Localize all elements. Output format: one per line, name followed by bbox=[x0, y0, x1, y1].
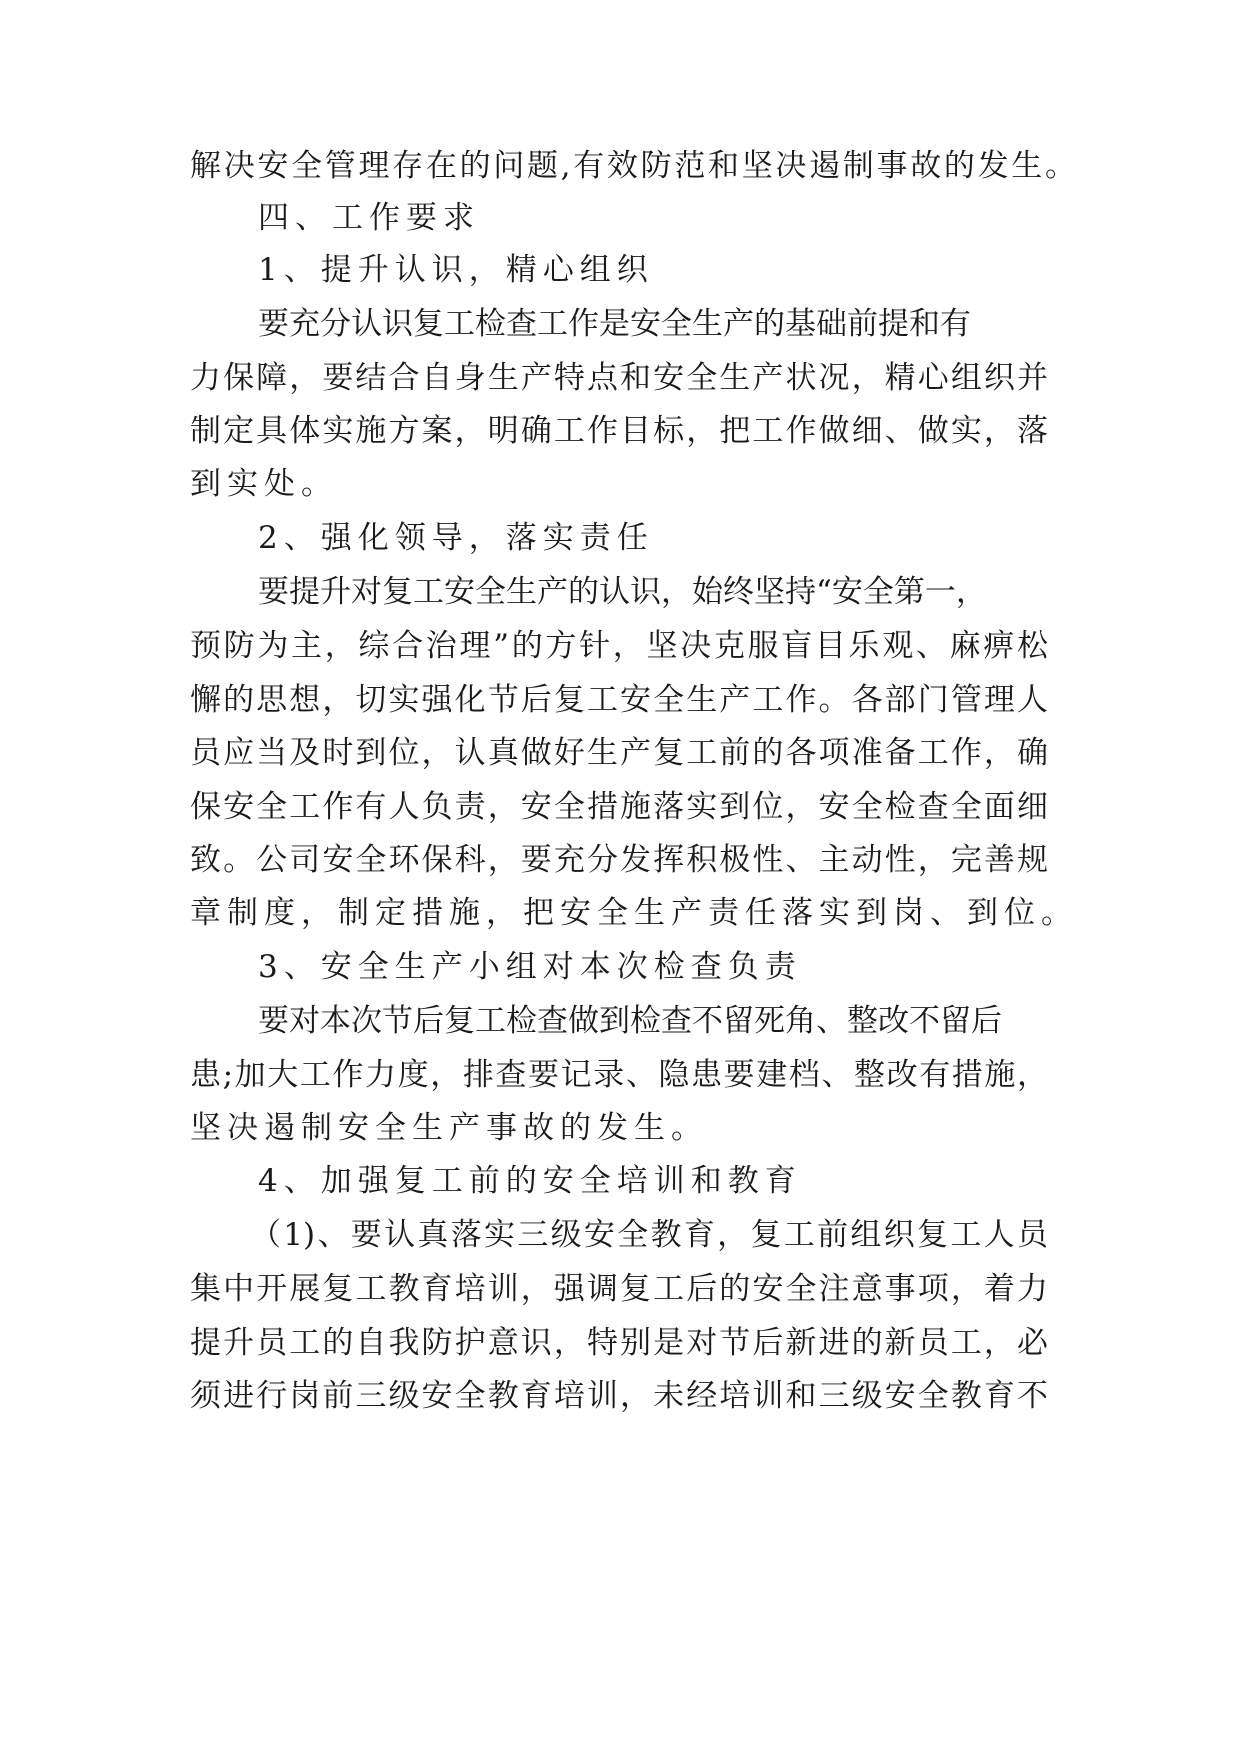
paragraph-line: 要充分认识复工检查工作是安全生产的基础前提和有 bbox=[258, 306, 971, 342]
paragraph-line: 预防为主，综合治理”的方针，坚决克服盲目乐观、麻痹松 bbox=[190, 628, 1048, 664]
paragraph-line: 到实处。 bbox=[190, 466, 338, 502]
paragraph-line: 力保障，要结合自身生产特点和安全生产状况，精心组织并 bbox=[190, 360, 1048, 396]
subsection-heading: 3、安全生产小组对本次检查负责 bbox=[258, 949, 802, 985]
paragraph-line: 要对本次节后复工检查做到检查不留死角、整改不留后 bbox=[258, 1003, 1002, 1039]
subsection-heading: 4、加强复工前的安全培训和教育 bbox=[258, 1163, 802, 1199]
paragraph-line: 患;加大工作力度，排查要记录、隐患要建档、整改有措施， bbox=[190, 1057, 1048, 1093]
paragraph-line: 章制度，制定措施，把安全生产责任落实到岗、到位。 bbox=[190, 895, 1078, 931]
paragraph-line: 员应当及时到位，认真做好生产复工前的各项准备工作，确 bbox=[190, 735, 1048, 771]
paragraph-line: 提升员工的自我防护意识，特别是对节后新进的新员工，必 bbox=[190, 1325, 1048, 1361]
paragraph-line: 集中开展复工教育培训，强调复工后的安全注意事项，着力 bbox=[190, 1271, 1048, 1307]
paragraph-line: （1)、要认真落实三级安全教育，复工前组织复工人员 bbox=[250, 1217, 1048, 1253]
paragraph-line: 保安全工作有人负责，安全措施落实到位，安全检查全面细 bbox=[190, 789, 1048, 825]
paragraph-line: 坚决遏制安全生产事故的发生。 bbox=[190, 1110, 708, 1146]
subsection-heading: 2、强化领导，落实责任 bbox=[258, 520, 654, 556]
paragraph-line: 懈的思想，切实强化节后复工安全生产工作。各部门管理人 bbox=[190, 682, 1048, 718]
paragraph-line: 须进行岗前三级安全教育培训，未经培训和三级安全教育不 bbox=[190, 1378, 1048, 1414]
subsection-heading: 1、提升认识，精心组织 bbox=[258, 252, 654, 288]
paragraph-line: 致。公司安全环保科，要充分发挥积极性、主动性，完善规 bbox=[190, 842, 1048, 878]
paragraph-line: 解决安全管理存在的问题,有效防范和坚决遏制事故的发生。 bbox=[190, 148, 1076, 184]
section-heading: 四、工作要求 bbox=[258, 200, 480, 236]
paragraph-line: 制定具体实施方案，明确工作目标，把工作做细、做实，落 bbox=[190, 413, 1048, 449]
paragraph-line: 要提升对复工安全生产的认识，始终坚持“安全第一， bbox=[258, 574, 987, 610]
